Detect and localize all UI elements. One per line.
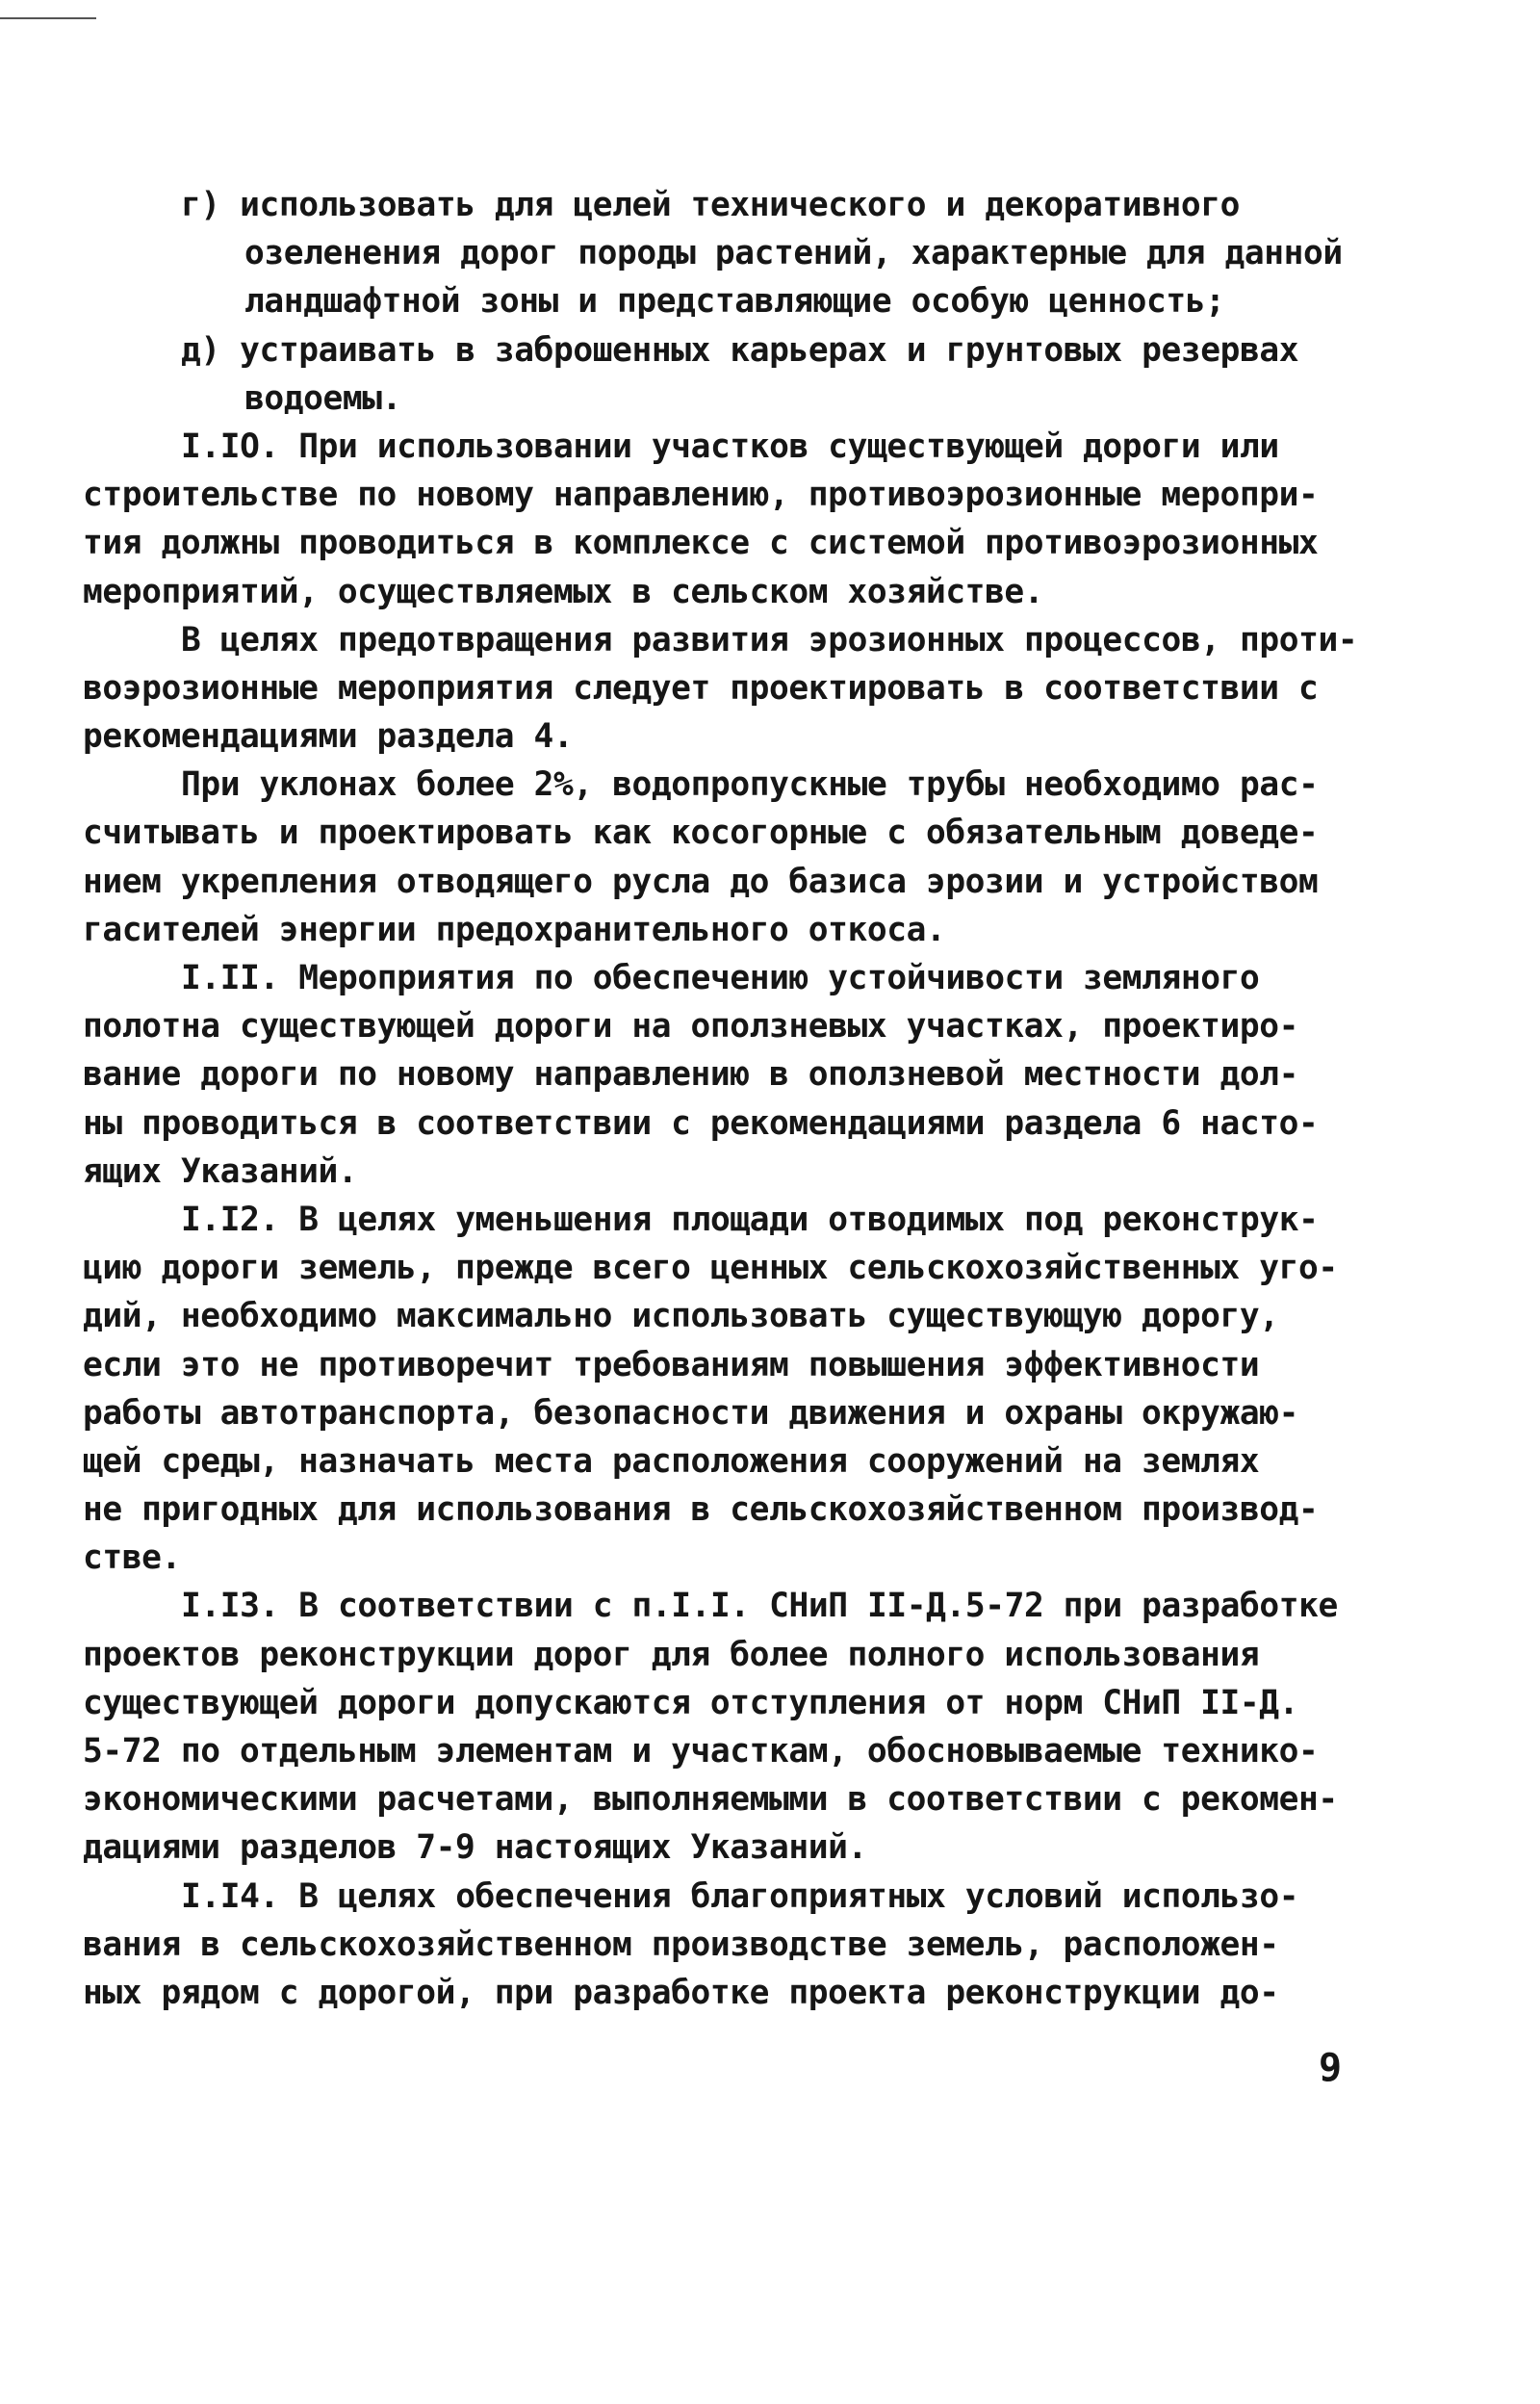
text-line: ны проводиться в соответствии с рекомендациями раздела 6 насто- [83,1103,1319,1143]
text-line: I.IO. При использовании участков существующей дороги или [181,427,1279,466]
text-line: ландшафтной зоны и представляющие особую ценность; [244,282,1225,322]
page-number: 9 [1319,2046,1343,2090]
text-line: рекомендациями раздела 4. [83,717,574,757]
text-line: I.II. Мероприятия по обеспечению устойчивости земляного [181,959,1260,997]
text-line: не пригодных для использования в сельскохозяйственном производ- [83,1490,1319,1530]
text-line: гасителей энергии предохранительного откоса. [83,910,946,949]
text-line: экономическими расчетами, выполняемыми в соответствии с рекомен- [83,1780,1338,1820]
text-line: I.I2. В целях уменьшения площади отводимых под реконструк- [181,1200,1319,1239]
text-line: тия должны проводиться в комплексе с системой противоэрозионных [83,524,1319,563]
text-line: 5-72 по отдельным элементам и участкам, обосновываемые технико- [83,1732,1319,1771]
text-line: если это не противоречит требованиям повышения эффективности [83,1345,1260,1384]
text-line: вание дороги по новому направлению в оползневой местности дол- [83,1055,1298,1095]
text-line: существующей дороги допускаются отступления от норм СНиП II-Д. [83,1683,1298,1722]
text-line: щей среды, назначать места расположения сооружений на землях [83,1441,1260,1481]
text-line: озеленения дорог породы растений, характерные для данной [244,234,1343,273]
text-line: считывать и проектировать как косогорные с обязательным доведе- [83,814,1319,853]
text-line: дий, необходимо максимально использовать существующую дорогу, [83,1297,1279,1336]
text-line: проектов реконструкции дорог для более полного использования [83,1635,1260,1674]
text-line: цию дороги земель, прежде всего ценных сельскохозяйственных уго- [83,1249,1338,1288]
text-line: г) использовать для целей технического и декоративного [181,186,1241,224]
corner-rule [0,17,96,19]
text-line: стве. [83,1538,181,1578]
text-line: дациями разделов 7-9 настоящих Указаний. [83,1828,867,1868]
text-line: I.I3. В соответствии с п.I.I. СНиП II-Д.5-72 при разработке [181,1587,1338,1626]
text-line: строительстве по новому направлению, противоэрозионные меропри- [83,476,1319,515]
text-line: водоемы. [244,378,401,418]
text-line: д) устраивать в заброшенных карьерах и грунтовых резервах [181,330,1299,370]
text-line: воэрозионные мероприятия следует проектировать в соответствии с [83,668,1319,708]
body-text [83,181,1363,2017]
text-line: вания в сельскохозяйственном производстве земель, расположен- [83,1925,1279,1964]
text-line: ных рядом с дорогой, при разработке проекта реконструкции до- [83,1973,1279,2012]
text-line: мероприятий, осуществляемых в сельском хозяйстве. [83,572,1044,611]
text-line: I.I4. В целях обеспечения благоприятных условий использо- [181,1876,1299,1916]
text-line: ящих Указаний. [83,1151,358,1191]
text-line: работы автотранспорта, безопасности движения и охраны окружаю- [83,1393,1298,1433]
text-line: В целях предотвращения развития эрозионных процессов, проти- [181,620,1358,659]
text-line: полотна существующей дороги на оползневых участках, проектиро- [83,1007,1298,1047]
text-line: При уклонах более 2%, водопропускные трубы необходимо рас- [181,765,1319,805]
text-line: нием укрепления отводящего русла до базиса эрозии и устройством [83,862,1319,901]
